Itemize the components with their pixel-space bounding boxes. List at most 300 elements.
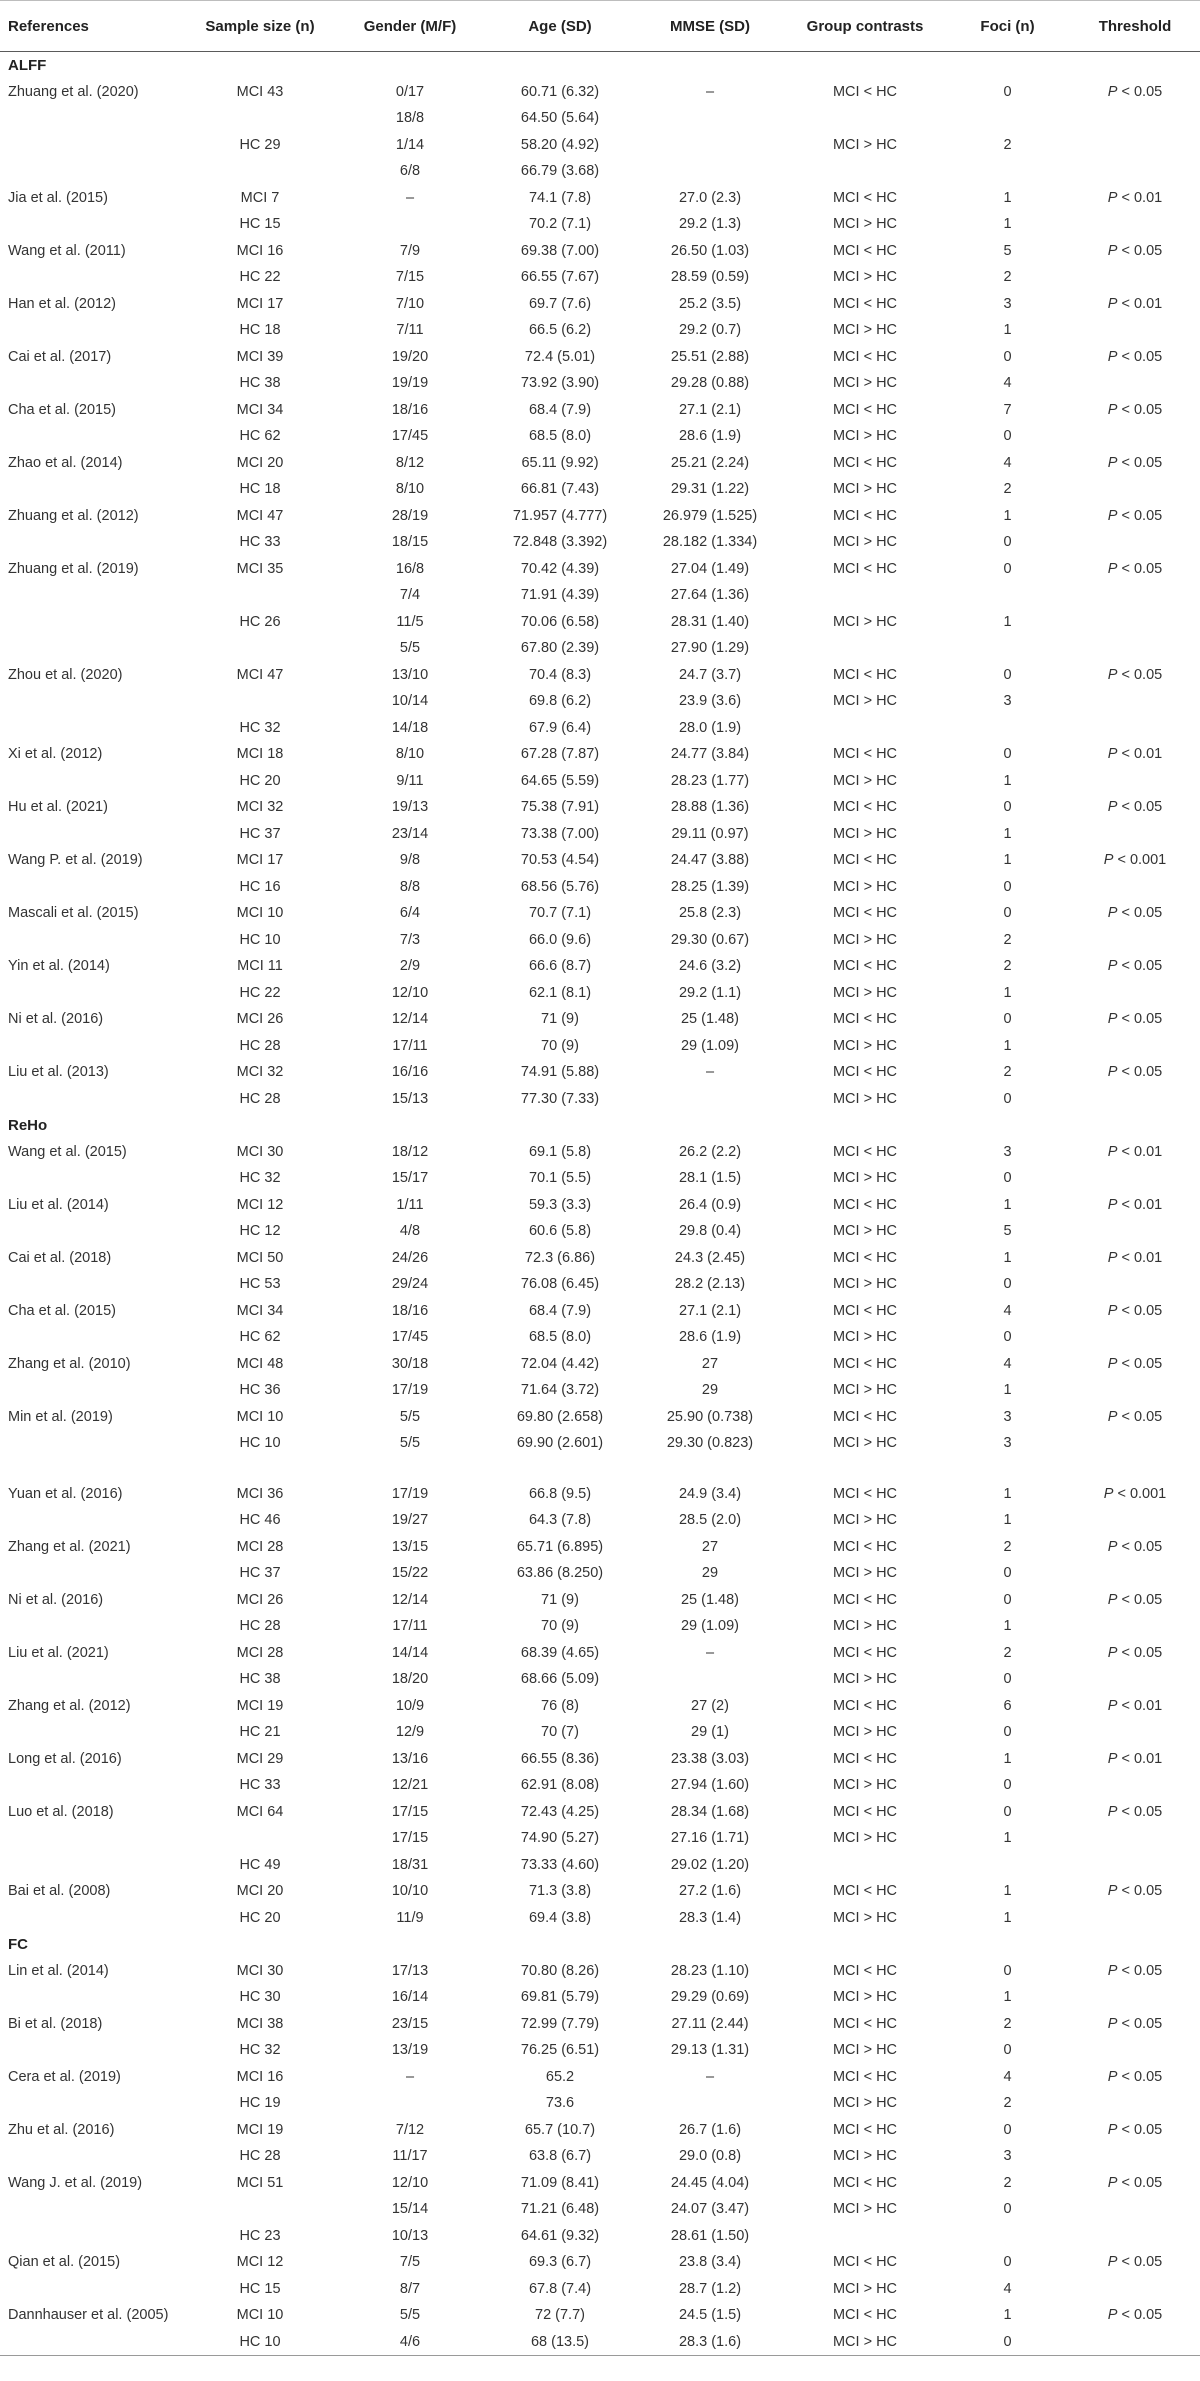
- cell-gender: 30/18: [391, 1355, 429, 1372]
- cell-mmse: [635, 105, 785, 132]
- cell-group-contrast: MCI > HC: [832, 1565, 898, 1582]
- cell-age: 69.3 (6.7): [528, 2254, 592, 2271]
- cell-sample-size: MCI 12: [236, 1196, 284, 1213]
- cell-reference: Zhang et al. (2010): [8, 1355, 131, 1372]
- cell-gender: 5/5: [399, 640, 421, 657]
- table-row: [0, 1086, 1200, 1113]
- cell-group-contrast: MCI > HC: [832, 269, 898, 286]
- cell-threshold: [1070, 2090, 1200, 2117]
- cell-group-contrast: MCI > HC: [832, 375, 898, 392]
- cell-sample-size: HC 15: [239, 216, 281, 233]
- cell-reference: Long et al. (2016): [8, 1750, 122, 1767]
- cell-group-contrast: MCI > HC: [832, 1223, 898, 1240]
- cell-foci: 4: [1003, 1355, 1012, 1372]
- cell-threshold: [1070, 1033, 1200, 1060]
- cell-reference: [0, 1218, 185, 1245]
- cell-reference: [0, 1430, 185, 1457]
- cell-mmse: 28.6 (1.9): [678, 428, 742, 445]
- cell-sample-size: HC 12: [239, 1223, 281, 1240]
- header-references: References: [0, 1, 185, 52]
- cell-age: 66.6 (8.7): [528, 958, 592, 975]
- header-gender: Gender (M/F): [335, 1, 485, 52]
- cell-gender: 17/45: [391, 1329, 429, 1346]
- cell-group-contrast: MCI > HC: [832, 2042, 898, 2059]
- cell-group-contrast: MCI < HC: [832, 666, 898, 683]
- cell-foci: 4: [1003, 1302, 1012, 1319]
- cell-sample-size: [185, 2196, 335, 2223]
- cell-foci: 2: [1003, 1538, 1012, 1555]
- cell-group-contrast: MCI > HC: [832, 1435, 898, 1452]
- cell-mmse: 29.2 (1.1): [678, 984, 742, 1001]
- cell-group-contrast: MCI < HC: [832, 1143, 898, 1160]
- cell-threshold: P < 0.01: [1107, 1143, 1163, 1160]
- table-row: [0, 2170, 1200, 2197]
- cell-mmse: 24.3 (2.45): [674, 1249, 746, 1266]
- cell-group-contrast: MCI < HC: [832, 1750, 898, 1767]
- cell-age: 74.90 (5.27): [520, 1830, 600, 1847]
- cell-sample-size: MCI 28: [236, 1538, 284, 1555]
- cell-gender: 18/16: [391, 401, 429, 418]
- cell-gender: 0/17: [395, 83, 425, 100]
- cell-mmse: 28.7 (1.2): [678, 2280, 742, 2297]
- cell-gender: 11/17: [392, 2148, 428, 2165]
- cell-threshold: [1070, 158, 1200, 185]
- cell-reference: [0, 980, 185, 1007]
- cell-threshold: P < 0.05: [1107, 666, 1163, 683]
- cell-age: 66.0 (9.6): [528, 931, 592, 948]
- cell-sample-size: MCI 38: [236, 2015, 284, 2032]
- table-row: [0, 450, 1200, 477]
- cell-foci: 3: [1003, 1143, 1012, 1160]
- cell-group-contrast: MCI > HC: [832, 1830, 898, 1847]
- cell-foci: 1: [1003, 1909, 1012, 1926]
- cell-sample-size: MCI 30: [236, 1962, 284, 1979]
- cell-foci: 0: [1003, 2121, 1012, 2138]
- cell-mmse: 28.6 (1.9): [678, 1329, 742, 1346]
- section-row: [0, 52, 1200, 79]
- cell-threshold: P < 0.01: [1107, 1697, 1163, 1714]
- cell-reference: [0, 370, 185, 397]
- cell-mmse: 28.59 (0.59): [670, 269, 750, 286]
- cell-threshold: P < 0.01: [1107, 189, 1163, 206]
- cell-gender: 7/15: [395, 269, 425, 286]
- cell-group-contrast: MCI > HC: [832, 1724, 898, 1741]
- cell-age: 70.1 (5.5): [528, 1170, 592, 1187]
- cell-group-contrast: MCI < HC: [832, 1011, 898, 1028]
- cell-gender: 12/10: [391, 2174, 429, 2191]
- cell-reference: Liu et al. (2014): [8, 1196, 109, 1213]
- cell-reference: Zhang et al. (2021): [8, 1538, 131, 1555]
- cell-age: 70.7 (7.1): [528, 905, 592, 922]
- cell-mmse: –: [705, 1644, 715, 1661]
- cell-threshold: P < 0.05: [1107, 348, 1163, 365]
- cell-group-contrast: MCI < HC: [832, 1803, 898, 1820]
- table-row: [0, 2223, 1200, 2250]
- cell-sample-size: [185, 105, 335, 132]
- cell-gender: 7/10: [395, 295, 425, 312]
- cell-sample-size: MCI 17: [236, 852, 284, 869]
- cell-reference: Liu et al. (2021): [8, 1644, 109, 1661]
- cell-sample-size: MCI 19: [236, 1697, 284, 1714]
- cell-threshold: P < 0.01: [1107, 1750, 1163, 1767]
- cell-group-contrast: MCI > HC: [832, 1618, 898, 1635]
- table-row: [0, 423, 1200, 450]
- cell-mmse: 25.90 (0.738): [666, 1408, 754, 1425]
- cell-gender: 16/16: [391, 1064, 429, 1081]
- cell-threshold: P < 0.001: [1103, 852, 1167, 869]
- cell-group-contrast: MCI < HC: [832, 1196, 898, 1213]
- cell-sample-size: HC 28: [239, 1090, 281, 1107]
- cell-gender: 7/12: [395, 2121, 425, 2138]
- table-row: [0, 1852, 1200, 1879]
- cell-gender: 23/14: [391, 825, 429, 842]
- cell-mmse: –: [705, 83, 715, 100]
- cell-sample-size: MCI 26: [236, 1591, 284, 1608]
- cell-group-contrast: MCI > HC: [832, 2201, 898, 2218]
- cell-sample-size: HC 62: [239, 1329, 281, 1346]
- cell-sample-size: MCI 19: [236, 2121, 284, 2138]
- cell-group-contrast: MCI > HC: [832, 1382, 898, 1399]
- cell-reference: Wang et al. (2015): [8, 1143, 127, 1160]
- cell-mmse: –: [705, 2068, 715, 2085]
- cell-age: 71 (9): [541, 1591, 579, 1608]
- table-row: [0, 264, 1200, 291]
- cell-mmse: 28.34 (1.68): [670, 1803, 750, 1820]
- cell-gender: 23/15: [391, 2015, 429, 2032]
- table-row: [0, 238, 1200, 265]
- cell-group-contrast: MCI < HC: [832, 83, 898, 100]
- cell-foci: 5: [1003, 1223, 1012, 1240]
- cell-mmse: 28.88 (1.36): [670, 799, 750, 816]
- cell-gender: 19/27: [391, 1512, 429, 1529]
- cell-mmse: 24.47 (3.88): [670, 852, 750, 869]
- header-foci: Foci (n): [945, 1, 1070, 52]
- cell-foci: 4: [1003, 375, 1012, 392]
- cell-sample-size: HC 37: [239, 1565, 281, 1582]
- cell-mmse: 26.7 (1.6): [678, 2121, 742, 2138]
- cell-gender: 2/9: [399, 958, 421, 975]
- section-label: ALFF: [8, 56, 47, 74]
- cell-group-contrast: MCI < HC: [832, 1355, 898, 1372]
- cell-threshold: P < 0.05: [1107, 2121, 1163, 2138]
- cell-mmse: 29.2 (1.3): [678, 216, 742, 233]
- cell-threshold: [1070, 927, 1200, 954]
- cell-foci: 1: [1003, 984, 1012, 1001]
- header-age: Age (SD): [485, 1, 635, 52]
- cell-mmse: 27.16 (1.71): [670, 1830, 750, 1847]
- cell-gender: 18/12: [391, 1143, 429, 1160]
- cell-gender: 5/5: [399, 1435, 421, 1452]
- cell-mmse: 27.1 (2.1): [678, 1302, 742, 1319]
- cell-group-contrast: MCI > HC: [832, 136, 898, 153]
- table-row: [0, 1587, 1200, 1614]
- cell-reference: Ni et al. (2016): [8, 1011, 104, 1028]
- cell-foci: 2: [1003, 2015, 1012, 2032]
- cell-group-contrast: MCI > HC: [832, 2280, 898, 2297]
- cell-foci: 5: [1003, 242, 1012, 259]
- cell-mmse: 29 (1.09): [680, 1037, 740, 1054]
- cell-foci: [945, 582, 1070, 609]
- cell-threshold: [1070, 609, 1200, 636]
- cell-mmse: 27.90 (1.29): [670, 640, 750, 657]
- cell-threshold: P < 0.05: [1107, 2254, 1163, 2271]
- cell-group-contrast: MCI < HC: [832, 2121, 898, 2138]
- cell-group-contrast: MCI < HC: [832, 348, 898, 365]
- table-row: [0, 582, 1200, 609]
- cell-sample-size: HC 10: [239, 931, 281, 948]
- cell-age: 68 (13.5): [485, 2329, 635, 2356]
- cell-age: 73.33 (4.60): [520, 1856, 600, 1873]
- table-row: [0, 2196, 1200, 2223]
- cell-foci: 2: [1003, 269, 1012, 286]
- cell-age: 76.25 (6.51): [520, 2042, 600, 2059]
- cell-sample-size: MCI 32: [236, 799, 284, 816]
- cell-reference: [0, 1033, 185, 1060]
- table-row: [0, 953, 1200, 980]
- cell-age: 75.38 (7.91): [520, 799, 600, 816]
- cell-gender: 29/24: [391, 1276, 429, 1293]
- cell-reference: [0, 423, 185, 450]
- cell-sample-size: [185, 582, 335, 609]
- cell-group-contrast: MCI > HC: [832, 2095, 898, 2112]
- table-row: [0, 1033, 1200, 1060]
- cell-threshold: P < 0.05: [1107, 2307, 1163, 2324]
- table-row: [0, 1351, 1200, 1378]
- cell-reference: [0, 1324, 185, 1351]
- cell-age: 71.3 (3.8): [528, 1883, 592, 1900]
- cell-gender: 12/14: [391, 1011, 429, 1028]
- cell-foci: [945, 105, 1070, 132]
- table-row: [0, 2276, 1200, 2303]
- cell-threshold: [1070, 132, 1200, 159]
- cell-threshold: P < 0.01: [1107, 1249, 1163, 1266]
- cell-foci: 0: [1003, 1591, 1012, 1608]
- table-row: [0, 1905, 1200, 1932]
- cell-foci: 1: [1003, 852, 1012, 869]
- cell-threshold: P < 0.05: [1107, 2068, 1163, 2085]
- cell-reference: [0, 635, 185, 662]
- cell-threshold: [1070, 1324, 1200, 1351]
- cell-foci: 0: [1003, 1011, 1012, 1028]
- cell-sample-size: HC 18: [239, 481, 281, 498]
- cell-gender: 7/11: [396, 322, 424, 339]
- cell-group-contrast: MCI < HC: [832, 958, 898, 975]
- cell-mmse: 24.5 (1.5): [678, 2307, 742, 2324]
- cell-sample-size: HC 19: [239, 2095, 281, 2112]
- table-row: [0, 105, 1200, 132]
- cell-reference: Zhuang et al. (2019): [8, 560, 139, 577]
- cell-group-contrast: MCI > HC: [832, 825, 898, 842]
- cell-threshold: [1070, 582, 1200, 609]
- cell-gender: 10/13: [391, 2227, 429, 2244]
- table-row: [0, 927, 1200, 954]
- table-row: [0, 503, 1200, 530]
- cell-gender: 6/4: [399, 905, 421, 922]
- cell-reference: [0, 2196, 185, 2223]
- cell-gender: 17/19: [391, 1382, 429, 1399]
- cell-group-contrast: MCI < HC: [832, 454, 898, 471]
- cell-mmse: 25.21 (2.24): [670, 454, 750, 471]
- cell-foci: 1: [1003, 613, 1012, 630]
- section-label: ReHo: [8, 1116, 48, 1134]
- cell-age: 70.80 (8.26): [520, 1962, 600, 1979]
- cell-gender: [335, 211, 485, 238]
- cell-foci: 1: [1003, 1830, 1012, 1847]
- cell-age: 71.957 (4.777): [512, 507, 608, 524]
- cell-foci: [945, 1852, 1070, 1879]
- cell-reference: [0, 1984, 185, 2011]
- table-row: [0, 2302, 1200, 2329]
- cell-threshold: P < 0.01: [1107, 1196, 1163, 1213]
- cell-gender: 15/13: [391, 1090, 429, 1107]
- table-row: [0, 1271, 1200, 1298]
- table-row: [0, 715, 1200, 742]
- cell-group-contrast: MCI < HC: [832, 1408, 898, 1425]
- cell-gender: 11/9: [396, 1909, 424, 1926]
- cell-mmse: 23.9 (3.6): [678, 693, 742, 710]
- cell-age: 64.65 (5.59): [520, 772, 600, 789]
- table-row: [0, 1560, 1200, 1587]
- header-row: [0, 1, 1200, 52]
- cell-sample-size: MCI 17: [236, 295, 284, 312]
- cell-foci: 1: [1003, 1196, 1012, 1213]
- cell-gender: 9/8: [399, 852, 421, 869]
- cell-age: 70 (9): [541, 1037, 579, 1054]
- cell-gender: 8/12: [395, 454, 425, 471]
- cell-threshold: [1070, 1165, 1200, 1192]
- cell-reference: Qian et al. (2015): [8, 2254, 121, 2271]
- cell-reference: Wang J. et al. (2019): [8, 2174, 143, 2191]
- cell-age: 62.91 (8.08): [520, 1777, 600, 1794]
- cell-threshold: P < 0.05: [1107, 1011, 1163, 1028]
- table-row: [0, 1006, 1200, 1033]
- cell-group-contrast: MCI > HC: [832, 1090, 898, 1107]
- cell-gender: 7/4: [399, 587, 421, 604]
- cell-mmse: –: [705, 1064, 715, 1081]
- cell-threshold: P < 0.05: [1107, 507, 1163, 524]
- cell-foci: 1: [1003, 1382, 1012, 1399]
- cell-reference: [0, 874, 185, 901]
- cell-gender: 17/15: [391, 1803, 429, 1820]
- cell-age: 70 (9): [541, 1618, 579, 1635]
- table-row: [0, 1430, 1200, 1457]
- cell-reference: Bai et al. (2008): [8, 1883, 111, 1900]
- cell-group-contrast: MCI > HC: [832, 1170, 898, 1187]
- cell-group-contrast: MCI < HC: [832, 2174, 898, 2191]
- cell-gender: 13/16: [391, 1750, 429, 1767]
- cell-gender: 4/6: [335, 2329, 485, 2356]
- table-row: [0, 741, 1200, 768]
- table-row: [0, 768, 1200, 795]
- table-row: [0, 1878, 1200, 1905]
- cell-sample-size: HC 53: [239, 1276, 281, 1293]
- cell-reference: [0, 821, 185, 848]
- cell-sample-size: MCI 51: [236, 2174, 284, 2191]
- cell-age: 69.38 (7.00): [520, 242, 600, 259]
- cell-threshold: [1070, 1218, 1200, 1245]
- cell-threshold: [1070, 821, 1200, 848]
- cell-mmse: 29.8 (0.4): [678, 1223, 742, 1240]
- cell-group-contrast: MCI > HC: [832, 534, 898, 551]
- table-row: [0, 821, 1200, 848]
- cell-threshold: [1070, 1852, 1200, 1879]
- cell-mmse: 29 (1.09): [680, 1618, 740, 1635]
- cell-threshold: [1070, 1772, 1200, 1799]
- cell-reference: [0, 317, 185, 344]
- cell-threshold: P < 0.05: [1107, 1302, 1163, 1319]
- cell-reference: Zhang et al. (2012): [8, 1697, 131, 1714]
- cell-group-contrast: [785, 635, 945, 662]
- cell-reference: Han et al. (2012): [8, 295, 117, 312]
- cell-sample-size: HC 49: [239, 1856, 281, 1873]
- cell-reference: [0, 264, 185, 291]
- table-row: [0, 2090, 1200, 2117]
- cell-group-contrast: [785, 105, 945, 132]
- cell-sample-size: MCI 34: [236, 401, 284, 418]
- cell-threshold: P < 0.05: [1107, 2015, 1163, 2032]
- cell-mmse: 23.38 (3.03): [670, 1750, 750, 1767]
- cell-age: 58.20 (4.92): [520, 136, 600, 153]
- cell-group-contrast: MCI > HC: [832, 216, 898, 233]
- cell-group-contrast: MCI < HC: [832, 401, 898, 418]
- cell-group-contrast: MCI < HC: [832, 746, 898, 763]
- cell-foci: 0: [1003, 1329, 1012, 1346]
- cell-gender: 5/5: [399, 1408, 421, 1425]
- cell-mmse: 29.30 (0.823): [666, 1435, 754, 1452]
- cell-foci: 1: [1003, 1989, 1012, 2006]
- cell-gender: 17/15: [391, 1830, 429, 1847]
- cell-age: 63.8 (6.7): [528, 2148, 592, 2165]
- cell-foci: 0: [1003, 2201, 1012, 2218]
- cell-age: 77.30 (7.33): [520, 1090, 600, 1107]
- cell-threshold: [1070, 1086, 1200, 1113]
- cell-age: 74.91 (5.88): [520, 1064, 600, 1081]
- cell-reference: Luo et al. (2018): [8, 1803, 114, 1820]
- cell-mmse: 29.29 (0.69): [670, 1989, 750, 2006]
- cell-reference: Cera et al. (2019): [8, 2068, 121, 2085]
- cell-mmse: 28.31 (1.40): [670, 613, 750, 630]
- cell-threshold: P < 0.05: [1107, 1538, 1163, 1555]
- cell-reference: Ni et al. (2016): [8, 1591, 104, 1608]
- cell-group-contrast: [785, 1852, 945, 1879]
- cell-mmse: 24.6 (3.2): [678, 958, 742, 975]
- cell-group-contrast: MCI < HC: [832, 2015, 898, 2032]
- cell-sample-size: HC 18: [239, 322, 281, 339]
- cell-age: 69.1 (5.8): [528, 1143, 592, 1160]
- cell-foci: 0: [1003, 2254, 1012, 2271]
- cell-mmse: 25 (1.48): [680, 1011, 740, 1028]
- cell-sample-size: MCI 20: [236, 454, 284, 471]
- cell-gender: 7/3: [399, 931, 421, 948]
- cell-group-contrast: MCI > HC: [832, 428, 898, 445]
- cell-threshold: [1070, 2037, 1200, 2064]
- cell-threshold: [1070, 1560, 1200, 1587]
- cell-gender: 8/10: [395, 481, 425, 498]
- table-row: [0, 635, 1200, 662]
- table-row: [0, 132, 1200, 159]
- cell-sample-size: MCI 28: [236, 1644, 284, 1661]
- cell-foci: 4: [1003, 2280, 1012, 2297]
- cell-threshold: P < 0.05: [1107, 1064, 1163, 1081]
- cell-reference: [0, 1271, 185, 1298]
- cell-sample-size: HC 38: [239, 1671, 281, 1688]
- cell-threshold: [1070, 211, 1200, 238]
- cell-threshold: P < 0.05: [1107, 905, 1163, 922]
- cell-gender: 8/10: [395, 746, 425, 763]
- cell-age: 70.4 (8.3): [528, 666, 592, 683]
- table-row: [0, 1825, 1200, 1852]
- cell-sample-size: HC 26: [239, 613, 281, 630]
